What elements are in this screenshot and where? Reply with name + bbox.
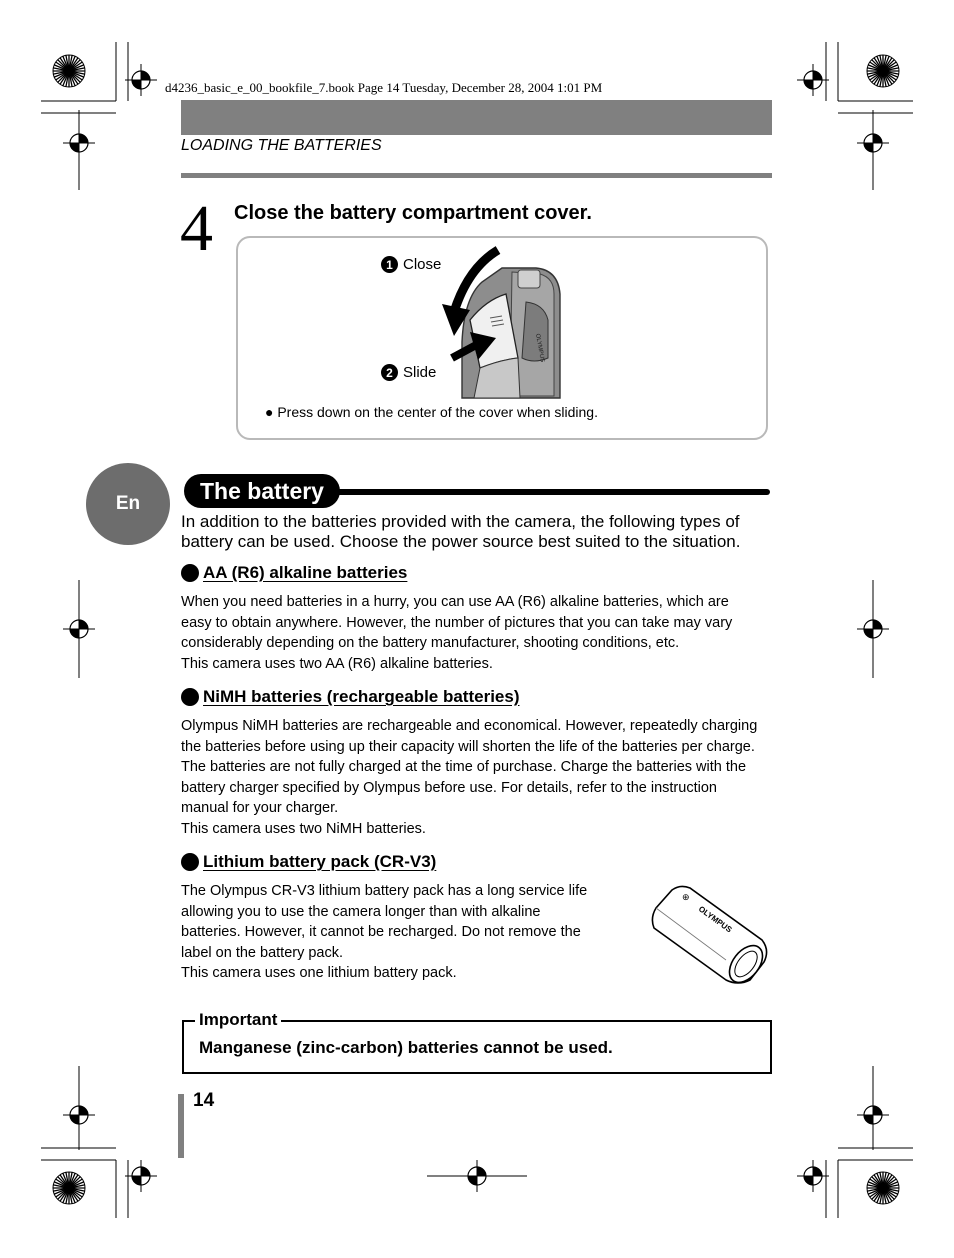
step-note: ● Press down on the center of the cover when sliding. [265,404,598,420]
body-line: The batteries are not fully charged at the time of purchase. Charge the batteries with the [181,759,747,776]
callout-label: Close [403,256,442,273]
body-line: easy to obtain anywhere. However, the number of pictures that you can take may vary [181,614,733,631]
body-line: label on the battery pack. [181,944,344,961]
subsection-heading-nimh: NiMH batteries (rechargeable batteries) [181,687,520,707]
step-title: Close the battery compartment cover. [234,202,592,224]
battery-logo: OLYMPUS [696,904,734,935]
bullet-icon [181,564,199,582]
subsection-body-lithium [181,881,621,984]
callout-slide [381,364,436,381]
bullet-icon [181,853,199,871]
callout-marker: 1 [381,256,398,273]
callout-label: Slide [403,364,437,381]
header-bar [181,100,772,135]
body-line: This camera uses one lithium battery pack. [181,965,457,982]
callout-marker: 2 [381,364,398,381]
book-meta: d4236_basic_e_00_bookfile_7.book Page 14 Tuesday, December 28, 2004 1:01 PM [165,80,603,95]
section-heading: LOADING THE BATTERIES [181,137,382,154]
body-line: The Olympus CR-V3 lithium battery pack has a long service life [181,883,588,899]
body-line: This camera uses two AA (R6) alkaline batteries. [181,655,493,672]
battery-plus-symbol: ⊕ [682,892,690,902]
body-line: the batteries before using up their capacity will shorten the life of the batteries per charge. [181,738,755,755]
important-text: Manganese (zinc-carbon) batteries cannot be used. [199,1038,613,1057]
bullet-icon [181,688,199,706]
language-tab: En [86,463,170,545]
title-rule [320,489,770,495]
page-number-bar [178,1094,184,1158]
body-line: This camera uses two NiMH batteries. [181,820,426,837]
camera-logo: OLYMPUS [534,333,545,363]
page-number: 14 [193,1090,215,1111]
battery-section-title: The battery [184,474,340,508]
subsection-body-alkaline [181,592,781,674]
body-line: When you need batteries in a hurry, you can use AA (R6) alkaline batteries, which are [181,594,729,610]
body-line: Olympus NiMH batteries are rechargeable and economical. However, repeatedly charging [181,718,758,734]
body-line: battery charger specified by Olympus before use. For details, refer to the instruction [181,779,717,796]
body-line: batteries. However, it cannot be recharged. Do not remove the [181,924,581,941]
subsection-heading-lithium: Lithium battery pack (CR-V3) [181,852,436,872]
body-line: manual for your charger. [181,800,339,817]
callout-close [381,256,441,273]
battery-intro: In addition to the batteries provided with the camera, the following types of battery can be used. Choose the power source best suited to the situation. [181,512,741,551]
subsection-heading-alkaline: AA (R6) alkaline batteries [181,563,407,583]
header-rule [181,173,772,178]
body-line: considerably depending on the battery manufacturer, shooting conditions, etc. [181,635,680,652]
body-line: allowing you to use the camera longer than with alkaline [181,903,541,920]
camera-illustration [440,246,570,400]
subsection-body-nimh [181,716,781,840]
step-number: 4 [180,192,213,265]
important-label: Important [195,1010,281,1030]
battery-pack-illustration [646,884,772,986]
